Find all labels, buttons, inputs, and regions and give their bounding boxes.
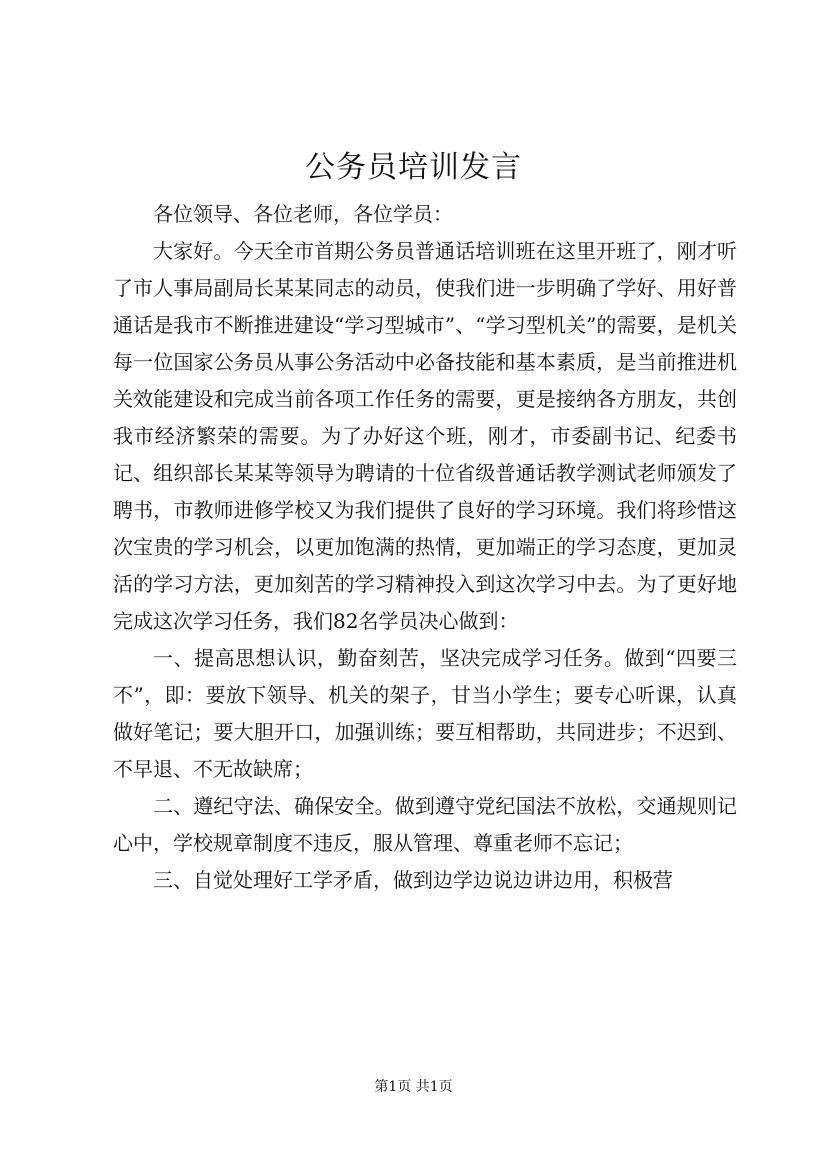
page-footer: 第1页 共1页 [374,1079,453,1095]
opening-paragraph: 大家好。今天全市首期公务员普通话培训班在这里开班了，刚才听了市人事局副局长某某同志的动员，使我们进一步明确了学好、用好普通话是我市不断推进建设“学习型城市”、“学习型机关”的需要，是机关每一位国家公务员从事公务活动中必备技能和基本素质，是当前推进机关效能建设和完成当前各项工作任务的需要，更是接纳各方朋友，共创我市经济繁荣的需要。为了办好这个班，刚才，市委副书记、纪委书记、组织部长某某等领导为聘请的十位省级普通话教学测试老师颁发了聘书，市教师进修学校又为我们提供了良好的学习环境。我们将珍惜这次宝贵的学习机会，以更加饱满的热情，更加端正的学习态度，更加灵活的学习方法，更加刻苦的学习精神投入到这次学习中去。为了更好地完成这次学习任务，我们82名学员决心做到： [113,239,737,633]
document-title: 公务员培训发言 [305,150,522,185]
salutation-paragraph: 各位领导、各位老师，各位学员： [153,202,453,226]
commitment-one-paragraph: 一、提高思想认识，勤奋刻苦，坚决完成学习任务。做到“四要三不”，即：要放下领导、机关的架子，甘当小学生；要专心听课，认真做好笔记；要大胆开口，加强训练；要互相帮助，共同进步；不迟到、不早退、不无故缺席； [113,646,737,781]
commitment-two-paragraph: 二、遵纪守法、确保安全。做到遵守党纪国法不放松，交通规则记心中，学校规章制度不违反，服从管理、尊重老师不忘记； [113,794,737,855]
document-body [113,196,737,899]
commitment-three-paragraph: 三、自觉处理好工学矛盾，做到边学边说边讲边用，积极营 [153,868,673,892]
